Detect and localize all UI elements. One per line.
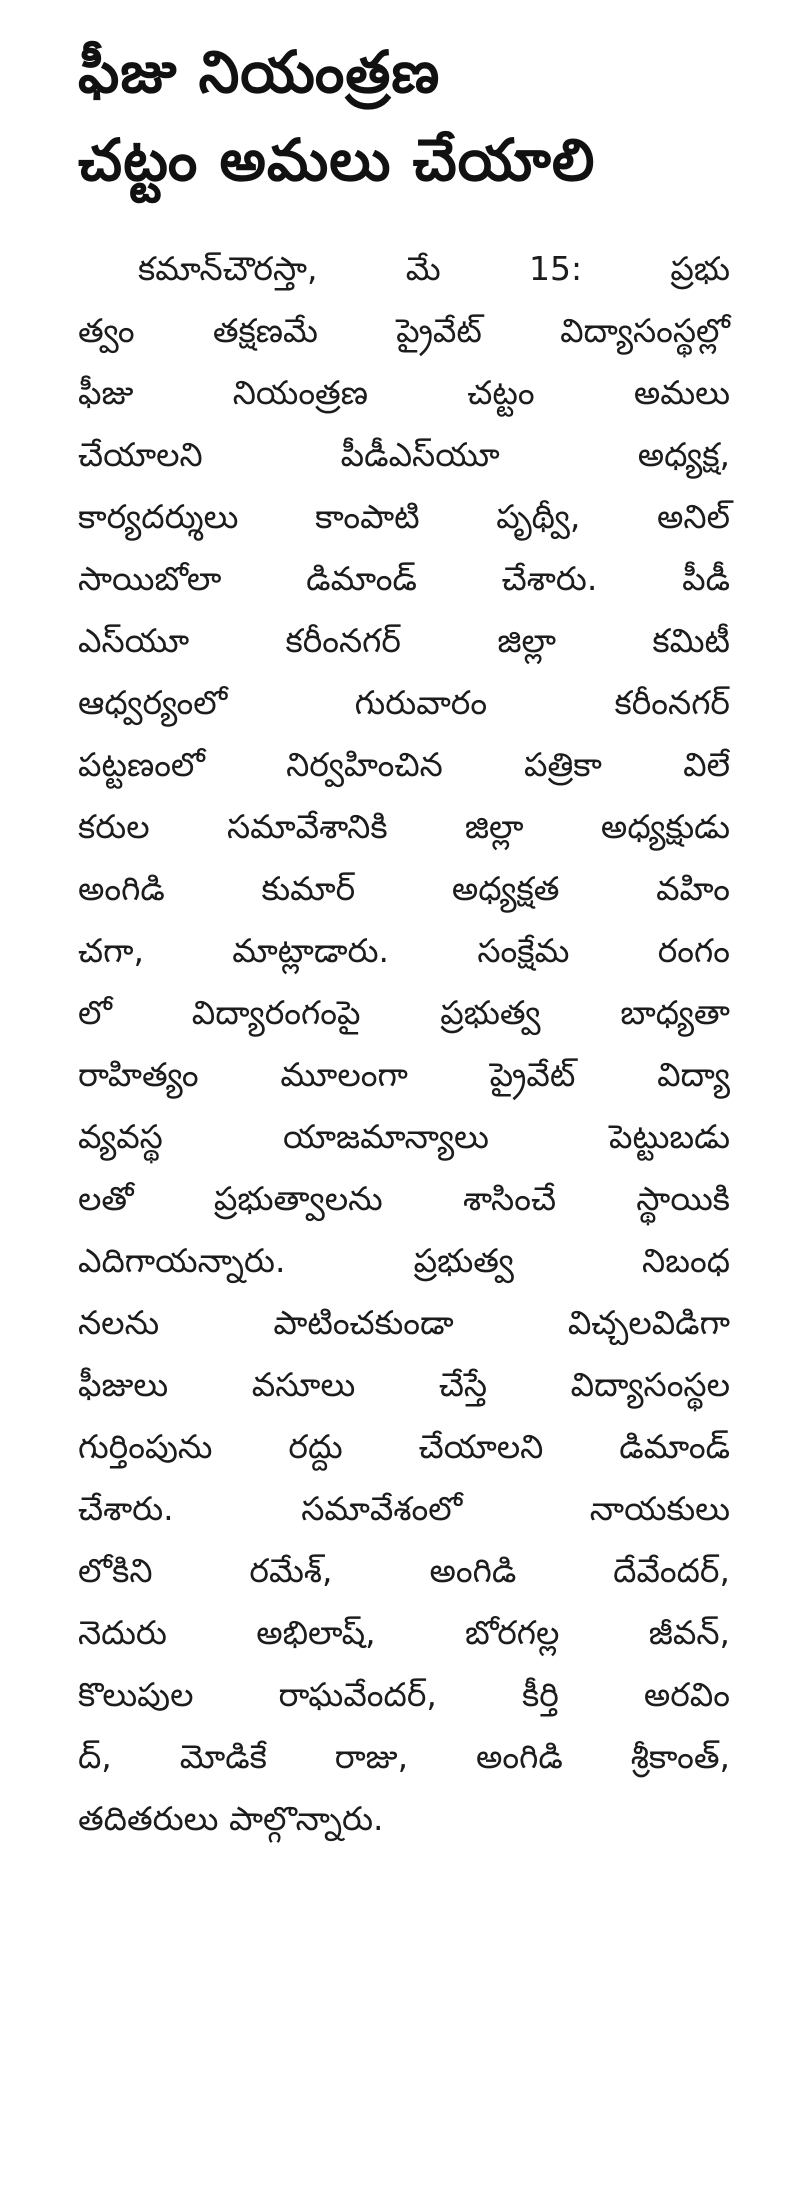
body-line: ఫీజులు వసూలు చేస్తే విద్యాసంస్థల — [78, 1365, 730, 1404]
body-line: త్వం తక్షణమే ప్రైవేట్ విద్యాసంస్థల్లో — [78, 311, 730, 350]
body-line: రాహిత్యం మూలంగా ప్రైవేట్ విద్యా — [78, 1055, 730, 1094]
article-headline — [78, 28, 730, 204]
body-line: వ్యవస్థ యాజమాన్యాలు పెట్టుబడు — [78, 1117, 730, 1156]
body-line: గుర్తింపును రద్దు చేయాలని డిమాండ్ — [78, 1427, 730, 1466]
body-line: ఫీజు నియంత్రణ చట్టం అమలు — [78, 373, 730, 412]
article-body — [78, 238, 730, 1850]
body-line: కార్యదర్శులు కాంపాటి పృథ్వీ, అనిల్ — [78, 497, 730, 536]
body-line: కొలుపుల రాఘవేందర్, కీర్తి అరవిం — [78, 1675, 730, 1714]
body-line: నెదురు అభిలాష్, బోరగల్ల జీవన్, — [78, 1613, 730, 1652]
body-line: ఎదిగాయన్నారు. ప్రభుత్వ నిబంధ — [78, 1241, 730, 1280]
headline-line-2: చట్టం అమలు చేయాలి — [78, 126, 596, 194]
body-line: సాయిబోలా డిమాండ్ చేశారు. పీడీ — [78, 559, 730, 598]
body-line: నలను పాటించకుండా విచ్చలవిడిగా — [78, 1303, 730, 1342]
body-line: చేశారు. సమావేశంలో నాయకులు — [78, 1489, 730, 1528]
body-line: చేయాలని పీడీఎస్‌యూ అధ్యక్ష, — [78, 435, 730, 474]
body-line: ఎస్‌యూ కరీంనగర్ జిల్లా కమిటీ — [78, 621, 730, 660]
body-line: చగా, మాట్లాడారు. సంక్షేమ రంగం — [78, 931, 730, 970]
headline-line-1: ఫీజు నియంత్రణ — [78, 38, 441, 106]
body-line: కమాన్‌చౌరస్తా, మే 15: ప్రభు — [138, 249, 730, 288]
body-line: ఆధ్వర్యంలో గురువారం కరీంనగర్ — [78, 683, 730, 722]
body-line: అంగిడి కుమార్ అధ్యక్షత వహిం — [78, 869, 730, 908]
body-line: తదితరులు పాల్గొన్నారు. — [78, 1799, 384, 1838]
body-line: కరుల సమావేశానికి జిల్లా అధ్యక్షుడు — [78, 807, 730, 846]
body-line: పట్టణంలో నిర్వహించిన పత్రికా విలే — [78, 745, 730, 784]
body-line: లోకిని రమేశ్, అంగిడి దేవేందర్, — [78, 1551, 730, 1590]
body-line: లో విద్యారంగంపై ప్రభుత్వ బాధ్యతా — [78, 993, 730, 1032]
body-line: ద్, మోడికే రాజు, అంగిడి శ్రీకాంత్, — [78, 1737, 730, 1776]
body-line: లతో ప్రభుత్వాలను శాసించే స్థాయికి — [78, 1179, 730, 1218]
